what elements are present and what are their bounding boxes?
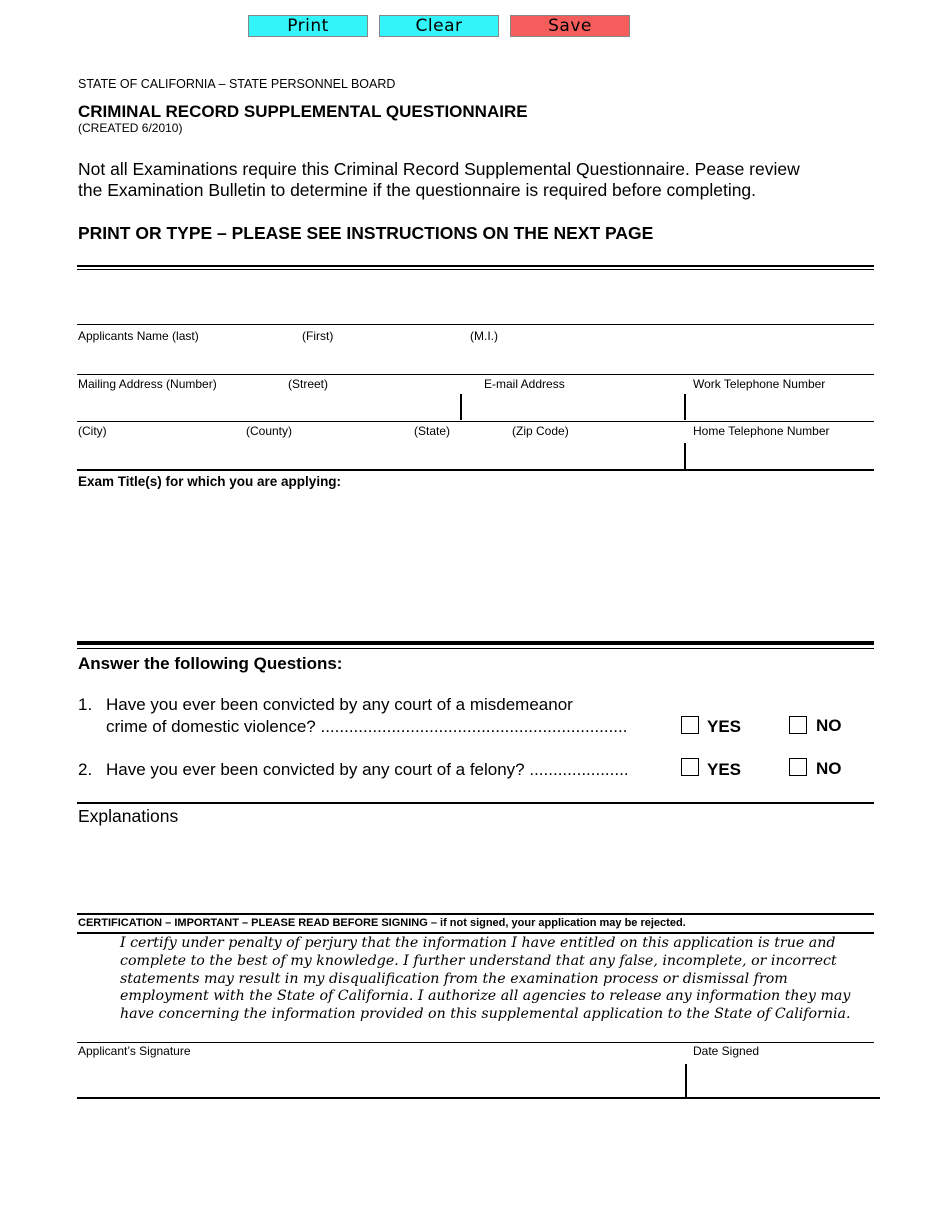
print-or-type-instruction: PRINT OR TYPE – PLEASE SEE INSTRUCTIONS ON THE NEXT PAGE [78, 223, 654, 243]
email-label: E-mail Address [484, 377, 565, 391]
question-1-no-checkbox[interactable] [789, 716, 807, 734]
exam-titles-label: Exam Title(s) for which you are applying: [78, 474, 342, 489]
zip-label: (Zip Code) [512, 424, 569, 438]
field-rule [77, 1097, 880, 1099]
city-label: (City) [78, 424, 107, 438]
city-county-state-zip-input[interactable] [78, 440, 685, 470]
section-divider [77, 802, 874, 804]
field-rule [77, 421, 874, 422]
certification-line: statements may result in my disqualification from the examination process or dismissal from [120, 970, 788, 987]
email-input[interactable] [466, 393, 685, 421]
mailing-number-label: Mailing Address (Number) [78, 377, 217, 391]
question-2-no-label: NO [816, 759, 842, 778]
questions-heading: Answer the following Questions: [78, 654, 343, 673]
field-separator [685, 1064, 687, 1097]
work-phone-input[interactable] [690, 393, 877, 421]
certification-line: employment with the State of California. I authorize all agencies to release any information they may [120, 988, 851, 1005]
applicant-name-first-label: (First) [302, 329, 334, 343]
applicant-signature-label: Applicant’s Signature [78, 1044, 191, 1058]
state-label: (State) [414, 424, 451, 438]
intro-line-2: the Examination Bulletin to determine if the questionnaire is required before completing. [78, 180, 757, 200]
form-title: CRIMINAL RECORD SUPPLEMENTAL QUESTIONNAIRE [78, 102, 528, 121]
certification-heading: CERTIFICATION – IMPORTANT – PLEASE READ BEFORE SIGNING – if not signed, your application may be rejected. [78, 917, 686, 929]
certification-line: I certify under penalty of perjury that the information I have entitled on this application is true and [120, 935, 836, 951]
certification-line: have concerning the information provided on this supplemental application to the State of California. [120, 1006, 851, 1023]
home-phone-input[interactable] [690, 440, 877, 470]
mailing-address-input[interactable] [78, 393, 462, 421]
applicant-signature-input[interactable] [78, 1062, 682, 1098]
county-label: (County) [246, 424, 293, 438]
question-1-no-label: NO [816, 716, 842, 735]
applicant-name-mi-label: (M.I.) [470, 329, 498, 343]
form-created-date: (CREATED 6/2010) [78, 121, 183, 135]
explanations-input[interactable] [78, 830, 877, 914]
question-2-number: 2. [78, 760, 93, 779]
intro-line-1: Not all Examinations require this Criminal Record Supplemental Questionnaire. Pease review [78, 159, 800, 179]
question-1-text: Have you ever been convicted by any court of a misdemeanor [106, 695, 573, 714]
question-2-yes-checkbox[interactable] [681, 758, 699, 776]
print-button[interactable]: Print [248, 15, 368, 37]
applicant-name-input[interactable] [78, 285, 877, 323]
agency-name: STATE OF CALIFORNIA – STATE PERSONNEL BOARD [78, 77, 396, 91]
question-2-yes-label: YES [707, 760, 742, 779]
question-1-text-continued: crime of domestic violence? ................................................................. [106, 717, 628, 736]
field-separator [460, 394, 462, 420]
question-2-text: Have you ever been convicted by any court of a felony? ..................... [106, 760, 629, 779]
field-separator [684, 394, 686, 420]
home-phone-label: Home Telephone Number [693, 424, 830, 438]
explanations-label: Explanations [78, 806, 179, 826]
field-rule [77, 469, 874, 471]
section-divider [77, 269, 874, 270]
question-1-yes-label: YES [707, 717, 742, 736]
applicant-name-last-label: Applicants Name (last) [78, 329, 199, 343]
field-rule [77, 1042, 874, 1043]
section-divider [77, 641, 874, 645]
certification-statement [120, 935, 851, 1024]
question-1-yes-checkbox[interactable] [681, 716, 699, 734]
exam-titles-input[interactable] [78, 494, 877, 638]
work-phone-label: Work Telephone Number [693, 377, 826, 391]
section-divider [77, 932, 874, 934]
question-2-no-checkbox[interactable] [789, 758, 807, 776]
field-rule [77, 374, 874, 375]
clear-button[interactable]: Clear [379, 15, 499, 37]
field-rule [77, 324, 874, 325]
question-1-number: 1. [78, 695, 93, 714]
date-signed-label: Date Signed [693, 1044, 760, 1058]
section-divider [77, 913, 874, 915]
date-signed-input[interactable] [692, 1062, 876, 1098]
section-divider [77, 265, 874, 267]
save-button[interactable]: Save [510, 15, 630, 37]
section-divider [77, 648, 874, 649]
street-label: (Street) [288, 377, 329, 391]
field-separator [684, 443, 686, 469]
certification-line: complete to the best of my knowledge. I further understand that any false, incomplete, or incorrect [120, 952, 837, 969]
